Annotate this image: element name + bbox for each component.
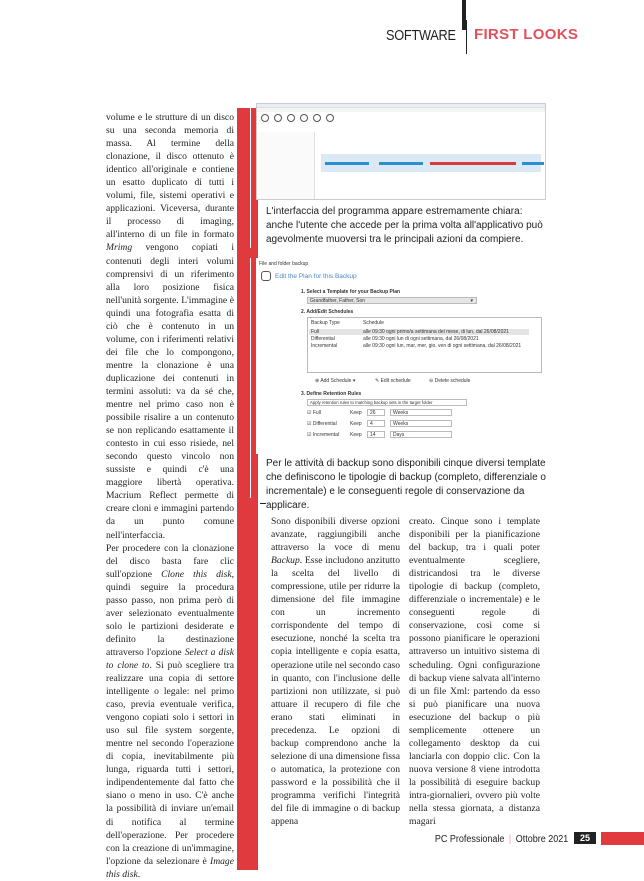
- footer-credit: PC Professionale | Ottobre 2021: [434, 834, 568, 845]
- keep-stepper[interactable]: 14: [367, 431, 385, 438]
- keep-stepper[interactable]: 4: [367, 420, 385, 427]
- accent-stripe: [237, 108, 258, 870]
- plan-icon: [261, 271, 271, 281]
- left-column: volume e le strutture di un disco su una seconda memoria di massa. Al termine della clonazione, il disco ottenuto è identico all'originale e contiene un esatto duplicato di tutti i volumi, file, sistemi operativi e applicazioni. Viceversa, durante il processo di imaging, all'interno di un file in formato Mrimg vengono copiati i contenuti degli interi volumi comprensivi di un riferimento alla loro posizione fisica nell'unità sorgente. L'immagine è quindi una fotografia esatta di ciò che è contenuto in un volume, con i riferimenti relativi dei file che lo compongono, mentre la clonazione è una duplicazione dei contenuti in termini assoluti: va da sé che, mentre nel primo caso non è possibile risalire a un contenuto se non replicando esattamente il contesto in cui esso risiede, nel secondo questo vincolo non sussiste e quindi c'è una maggiore libertà operativa. Macrium Reflect permette di creare cloni e immagini partendo da un punto comune nell'interfaccia. Per procedere con la clonazione del disco basta fare clic sull'opzione Clone this disk, quindi seguire la procedura passo passo, non prima però di aver selezionato eventualmente solo le partizioni desiderate e definito la destinazione attraverso l'opzione Select a disk to clone to. Si può scegliere tra realizzare una copia di settore intelligente o legale: nel primo caso, previa eventuale verifica, vengono copiati solo i settori in uso sul file system sorgente, mentre nel secondo l'operazione di copia, inevitabilmente più lunga, riguarda tutti i settori, indipendentemente dal fatto che siano o meno in uso. C'è anche la possibilità di inviare un'email di notifica al termine dell'operazione. Per procedere con la creazione di un'immagine, l'opzione da selezionare è Image this disk.: [106, 112, 234, 880]
- right-column: creato. Cinque sono i template disponibili per la pianificazione del backup, tra i quali poter eventualmente scegliere, districandosi tra le diverse tipologie di backup (completo, differenziale o incrementale) e le conseguenti regole di conservazione, così come si possono pianificare le operazioni attraverso un intuitivo sistema di scheduling. Ogni configurazione di backup viene salvata all'interno di un file Xml: partendo da esso si può pianificare una nuova esecuzione del backup o più semplicemente ottenere un collegamento desktop da cui lanciarla con doppio clic. Con la nuova versione 8 viene introdotta la possibilità di eseguire backup intra-giornalieri, ovvero più volte nella stessa giornata, a distanza magari: [409, 516, 540, 828]
- add-schedule-button[interactable]: ⊕ Add Schedule ▾: [315, 378, 356, 384]
- figure-2-screenshot: File and folder backup Edit the Plan for this Backup 1. Select a Template for your Backup Plan Grandfather, Father, Son ▾ 2. Add/Edit Schedules Backup Type Schedule Full alle 09:30 ogni primo/a settimana del mese, di lun, dal 26/08/2021 Differential alle 09:30 ogni lun di ogni settimana, dal 26/08/2021 Incremental alle 09:30 ogni lun, mar, mer, gio, ven di ogni settimana, dal 26/08/2021 ⊕ Add Schedule ▾ ✎ Edit schedule ⊖ Delete schedule 3. Define Retention Rules Apply retention rules to matching backup sets in the target folder ☑ Full Keep 26 Weeks ☑ Differential Keep 4 Weeks ☑ Incremental Keep 14 Days: [256, 258, 548, 454]
- unit-select[interactable]: Weeks: [390, 420, 452, 427]
- table-row[interactable]: Incremental: [311, 343, 338, 349]
- retention-mode-select[interactable]: Apply retention rules to matching backup sets in the target folder: [307, 399, 467, 406]
- page-number: 25: [574, 832, 596, 844]
- figure-frame: [250, 108, 251, 248]
- delete-schedule-button[interactable]: ⊖ Delete schedule: [429, 378, 471, 384]
- edit-schedule-button[interactable]: ✎ Edit schedule: [375, 378, 411, 384]
- dialog-heading: Edit the Plan for this Backup: [275, 273, 357, 280]
- figure-2-caption: Per le attività di backup sono disponibili cinque diversi template che definiscono le tipologie di backup (completo, differenziale o incrementale) e le conseguenti regole di conservazione da applicare.: [266, 457, 550, 513]
- table-row[interactable]: Full: [311, 329, 320, 335]
- template-select[interactable]: Grandfather, Father, Son ▾: [307, 297, 477, 304]
- step-2-label: 2. Add/Edit Schedules: [301, 309, 354, 315]
- section-label: SOFTWARE: [386, 27, 456, 44]
- footer-accent: [601, 832, 644, 845]
- step-3-label: 3. Define Retention Rules: [301, 391, 362, 397]
- schedule-table: Backup Type Schedule Full alle 09:30 ogni primo/a settimana del mese, di lun, dal 26/08/2021 Differential alle 09:30 ogni lun di ogni settimana, dal 26/08/2021 Incremental alle 09:30 ogni lun, mar, mer, gio, ven di ogni settimana, dal 26/08/2021: [307, 317, 542, 373]
- window-title: File and folder backup: [259, 261, 309, 267]
- figure-frame: [250, 258, 251, 498]
- table-row[interactable]: Differential: [311, 336, 335, 342]
- figure-1-caption: L'interfaccia del programma appare estremamente chiara: anche l'utente che accede per la prima volta all'applicativo può agevolmente muoversi tra le principali azioni da compiere.: [266, 205, 550, 247]
- header-divider: [466, 20, 467, 54]
- step-1-label: 1. Select a Template for your Backup Plan: [301, 289, 401, 295]
- keep-stepper[interactable]: 26: [367, 409, 385, 416]
- figure-1-screenshot: [256, 103, 546, 200]
- unit-select[interactable]: Weeks: [390, 409, 452, 416]
- middle-column: Sono disponibili diverse opzioni avanzate, raggiungibili anche attraverso la voce di menu Backup. Esse includono anzitutto la scelta del livello di compressione, utile per ridurre la dimensione del file immagine con un incremento corrispondente del tempo di esecuzione, nonché la scelta tra copia intelligente e copia esatta, operazione utile nel secondo caso in quanto, con l'inclusione delle partizioni non utilizzate, si può attuare il recupero di file che erano stati eliminati in precedenza. Le opzioni di backup comprendono anche la selezione di una dimensione fissa o automatica, la protezione con password e la possibilità che il programma verifichi l'integrità del file di immagine o di backup appena: [271, 516, 400, 828]
- category-label: FIRST LOOKS: [474, 26, 579, 43]
- unit-select[interactable]: Days: [390, 431, 452, 438]
